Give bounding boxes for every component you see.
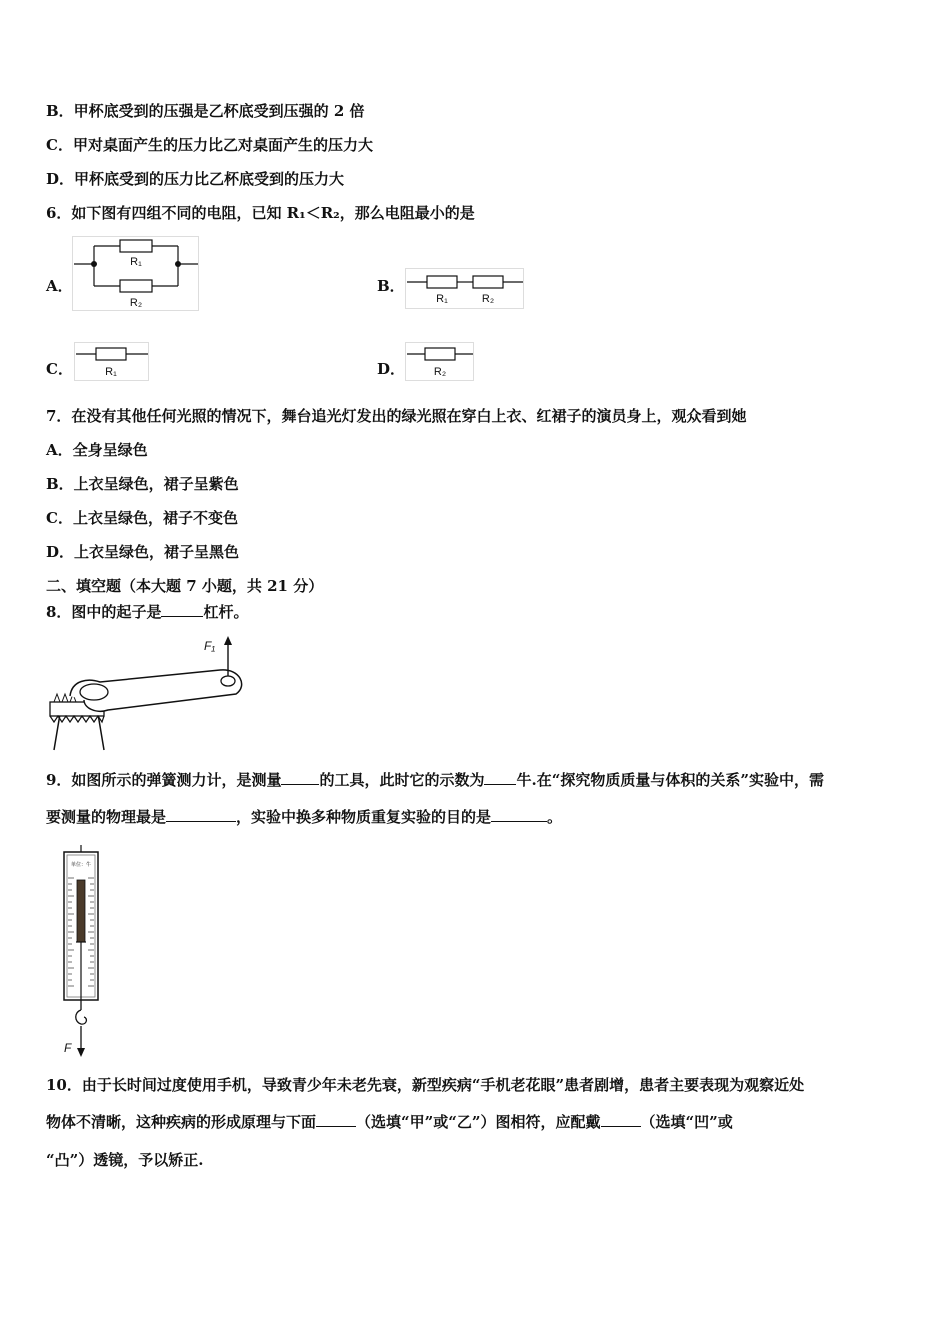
force-label-f1: F₁ xyxy=(204,639,216,653)
q5-option-b: B．甲杯底受到的压强是乙杯底受到压强的 2 倍 xyxy=(46,102,365,120)
q9-line2-a: 要测量的物理最是 xyxy=(46,808,167,826)
q5-option-d: D．甲杯底受到的压力比乙杯底受到的压力大 xyxy=(46,170,345,188)
q6a-resistor-r2 xyxy=(120,280,152,292)
q7-stem: 7．在没有其他任何光照的情况下，舞台追光灯发出的绿光照在穿白上衣、红裙子的演员身上，观众看到她 xyxy=(46,407,747,425)
q6c-resistor-r1 xyxy=(96,348,126,360)
q6b-r2-label: R₂ xyxy=(481,293,495,305)
q9-line1-a: 9．如图所示的弹簧测力计，是测量 xyxy=(46,771,282,789)
q6a-r2-label: R₂ xyxy=(129,297,143,309)
q6d-r2-label: R₂ xyxy=(433,366,447,378)
q6-option-c-label: C． xyxy=(46,360,73,378)
q8-blank xyxy=(161,602,203,617)
force-arrowhead-f xyxy=(77,1048,85,1057)
q9-line-1 xyxy=(46,770,824,790)
q6-stem: 6．如下图有四组不同的电阻，已知 R₁＜R₂，那么电阻最小的是 xyxy=(46,204,475,222)
q6b-r1-label: R₁ xyxy=(436,293,448,305)
q9-spring-scale-figure xyxy=(56,842,106,1060)
bottle-left-side xyxy=(54,714,60,750)
q6b-resistor-r2 xyxy=(473,276,503,288)
q9-blank-2 xyxy=(484,770,516,785)
q6a-r1-label: R₁ xyxy=(130,256,142,268)
q6-option-b-label: B． xyxy=(377,277,405,295)
q7-option-a: A．全身呈绿色 xyxy=(46,441,148,459)
opener-head-hole xyxy=(80,684,108,700)
q9-line-2 xyxy=(46,807,562,827)
q9-line2-b: ，实验中换多种物质重复实验的目的是 xyxy=(236,808,492,826)
q10-line-2 xyxy=(46,1112,733,1132)
q9-blank-3 xyxy=(166,807,236,822)
q8-stem xyxy=(46,602,248,622)
q10-line-3: “凸”）透镜，予以矫正. xyxy=(46,1151,204,1169)
q6-circuit-b-series xyxy=(405,268,525,310)
q10-line-1: 10．由于长时间过度使用手机，导致青少年未老先衰，新型疾病“手机老花眼”患者剧增，患者主要表现为观察近处 xyxy=(46,1076,805,1094)
q7-option-c: C．上衣呈绿色，裙子不变色 xyxy=(46,509,238,527)
opener-handle-hole xyxy=(221,676,235,686)
q9-line1-c: 牛.在“探究物质质量与体积的关系”实验中，需 xyxy=(516,771,824,789)
q7-option-d: D．上衣呈绿色，裙子呈黑色 xyxy=(46,543,240,561)
q9-line2-c: 。 xyxy=(547,808,563,826)
spring xyxy=(77,880,85,942)
q10-blank-2 xyxy=(601,1112,641,1127)
section-2-title: 二、填空题（本大题 7 小题，共 21 分） xyxy=(46,577,324,595)
q10-line2-a: 物体不清晰，这种疾病的形成原理与下面 xyxy=(46,1113,317,1131)
q6c-r1-label: R₁ xyxy=(105,366,117,378)
q6-circuit-c-r1 xyxy=(74,342,150,382)
spring-scale-hook xyxy=(76,1010,87,1024)
q8-stem-after: 杠杆。 xyxy=(203,603,249,621)
force-label-f: F xyxy=(64,1041,72,1055)
q9-line1-b: 的工具，此时它的示数为 xyxy=(319,771,485,789)
force-arrowhead-f1 xyxy=(224,636,232,645)
q8-stem-before: 8．图中的起子是 xyxy=(46,603,162,621)
q6-option-a-label: A． xyxy=(46,277,73,295)
q6-option-d-label: D． xyxy=(377,360,406,378)
q10-line2-c: （选填“凹”或 xyxy=(640,1113,733,1131)
q5-option-c: C．甲对桌面产生的压力比乙对桌面产生的压力大 xyxy=(46,136,373,154)
q9-blank-1 xyxy=(281,770,319,785)
q6b-resistor-r1 xyxy=(427,276,457,288)
q7-option-b: B．上衣呈绿色，裙子呈紫色 xyxy=(46,475,239,493)
q6d-resistor-r2 xyxy=(425,348,455,360)
q6-circuit-d-r2 xyxy=(405,342,475,382)
q6-circuit-a-parallel xyxy=(72,236,200,312)
q8-bottle-opener-figure xyxy=(44,634,248,752)
q10-line2-b: （选填“甲”或“乙”）图相符，应配戴 xyxy=(356,1113,601,1131)
q9-blank-4 xyxy=(491,807,547,822)
q10-blank-1 xyxy=(316,1112,356,1127)
q6a-resistor-r1 xyxy=(120,240,152,252)
spring-scale-unit-label: 单位：牛 xyxy=(70,862,92,868)
